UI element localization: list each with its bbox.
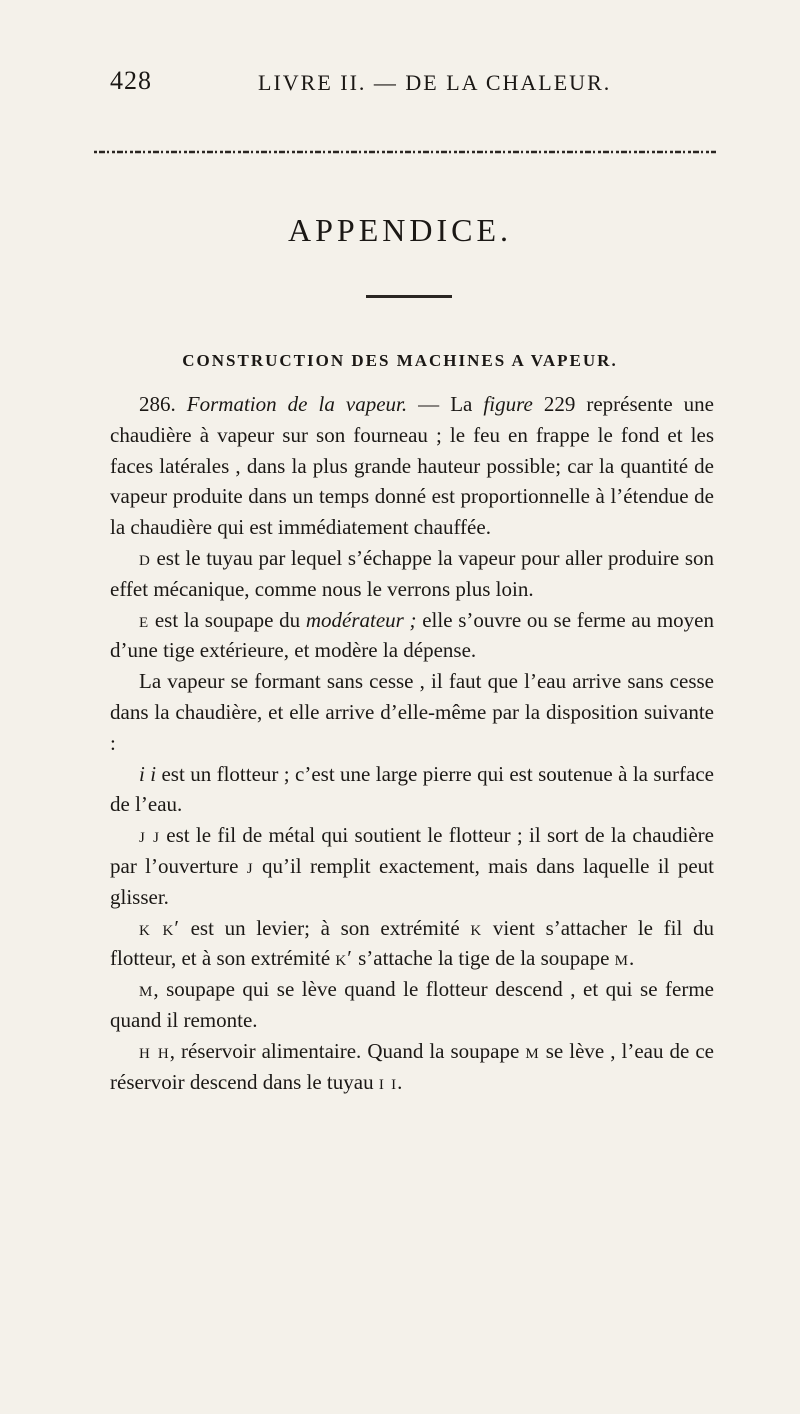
paragraph bbox=[110, 759, 714, 821]
text-segment: est la soupape du bbox=[149, 607, 306, 632]
text-segment: m bbox=[139, 977, 154, 1002]
text-segment: h h bbox=[139, 1038, 170, 1063]
section-title: APPENDICE. bbox=[287, 212, 512, 248]
text-segment: qu’il remplit exactement, mais dans laquelle il peut glisser. bbox=[110, 853, 714, 909]
paragraph bbox=[110, 913, 714, 975]
paragraph bbox=[110, 820, 714, 912]
text-segment: 229 représente une chaudière à vapeur sur son fourneau ; le feu en frappe le fond et les faces latérales , dans la plus grande hauteur possible; car la quantité de vapeur produite dans un temps donné est proportionnelle à l’étendue de la chaudière qui est immédiatement chauffée. bbox=[110, 392, 715, 540]
text-segment: est un levier; à son extrémité bbox=[179, 915, 471, 940]
text-segment: est un flotteur ; c’est une large pierre qui est soutenue à la surface de l’eau. bbox=[110, 761, 715, 817]
text-segment: . bbox=[397, 1069, 403, 1094]
text-segment: e bbox=[139, 607, 150, 632]
paragraph bbox=[110, 1036, 714, 1098]
text-segment: m bbox=[525, 1038, 540, 1063]
text-segment: k bbox=[470, 915, 483, 940]
text-segment: k′ bbox=[335, 946, 353, 971]
ornamental-rule bbox=[94, 148, 716, 156]
text-segment: vient s’attacher le fil du flotteur, et à son extrémité bbox=[110, 915, 714, 971]
paragraph bbox=[110, 974, 714, 1036]
text-segment: modérateur ; bbox=[305, 607, 417, 632]
paragraph bbox=[110, 605, 714, 667]
text-segment: j bbox=[246, 853, 254, 878]
page-number: 428 bbox=[110, 66, 152, 95]
text-segment: i i bbox=[139, 761, 157, 786]
text-segment: i i bbox=[378, 1069, 398, 1094]
text-segment: est le tuyau par lequel s’échappe la vapeur pour aller produire son effet mécanique, comme nous le verrons plus loin. bbox=[110, 545, 714, 601]
text-segment: j j bbox=[139, 823, 160, 848]
text-segment: m bbox=[614, 946, 630, 971]
text-segment: , soupape qui se lève quand le flotteur descend , et qui se ferme quand il remonte. bbox=[110, 977, 714, 1032]
paragraph bbox=[110, 543, 714, 605]
title-rule bbox=[366, 295, 452, 298]
text-segment: — La bbox=[407, 392, 484, 416]
text-segment: 286. bbox=[139, 392, 187, 416]
text-segment: d bbox=[139, 545, 151, 570]
text-segment: Formation de la vapeur. bbox=[186, 392, 408, 416]
running-head: LIVRE II. — DE LA CHALEUR. bbox=[258, 70, 612, 95]
text-segment: k k′ bbox=[139, 915, 180, 940]
body-text bbox=[110, 386, 714, 1097]
text-segment: figure bbox=[483, 392, 533, 416]
text-segment: . bbox=[629, 946, 635, 971]
text-segment: elle s’ouvre ou se ferme au moyen d’une tige extérieure, et modère la dépense. bbox=[110, 607, 714, 663]
section-subtitle: CONSTRUCTION DES MACHINES A VAPEUR. bbox=[182, 351, 618, 370]
text-segment: s’attache la tige de la soupape bbox=[352, 946, 615, 971]
paragraph bbox=[110, 666, 714, 758]
paragraph bbox=[110, 389, 714, 543]
text-segment: est le fil de métal qui soutient le flotteur ; il sort de la chaudière par l’ouverture bbox=[110, 823, 714, 878]
text-segment: se lève , l’eau de ce réservoir descend dans le tuyau bbox=[110, 1038, 714, 1094]
text-segment: La vapeur se formant sans cesse , il faut que l’eau arrive sans cesse dans la chaudière, et elle arrive d’elle-même par la disposition suivante : bbox=[110, 669, 714, 755]
page-header bbox=[110, 66, 715, 106]
text-segment: , réservoir alimentaire. Quand la soupape bbox=[169, 1038, 526, 1063]
